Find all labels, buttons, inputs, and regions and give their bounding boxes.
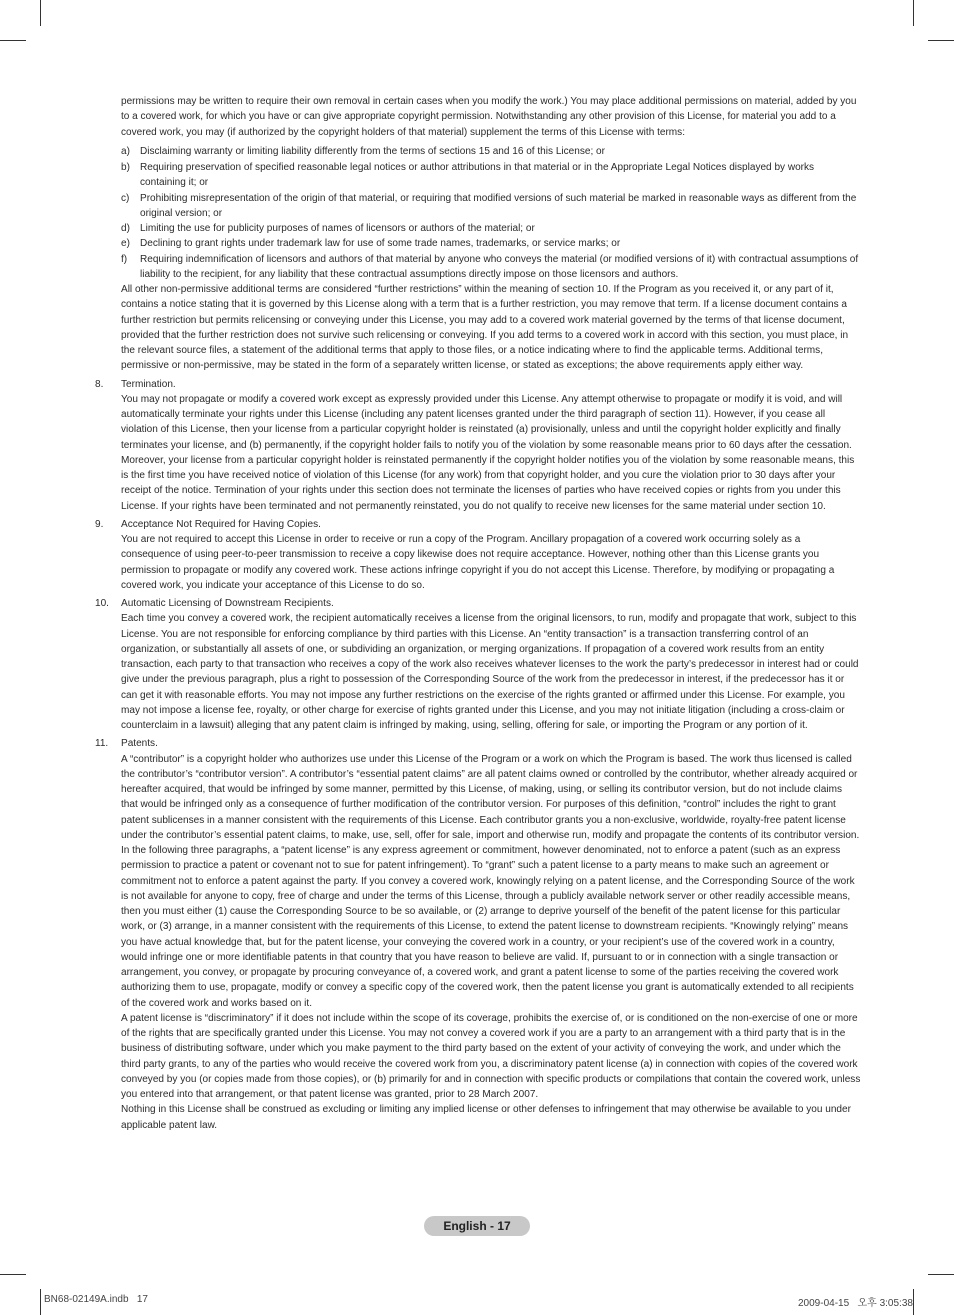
crop-mark [913,0,914,26]
list-item-text: Disclaiming warranty or limiting liability differently from the terms of sections 15 and 16 of this License; or [140,145,605,157]
section-number: 8. [95,378,104,390]
section-paragraph: A “contributor” is a copyright holder who authorizes use under this License of the Program or a work on which the Program is based. The work thus licensed is called the contributor’s “contributor version”. A contributor’s “essential patent claims” are all patent claims owned or controlled by the contributor, whether already acquired or hereafter acquired, that would be infringed by some manner, permitted by this License, of making, using, or selling its contributor version, but do not include claims that would be infringed only as a consequence of further modification of the contributor version. For purposes of this definition, “control” includes the right to grant patent sublicenses in a manner consistent with the requirements of this License. Each contributor grants you a non-exclusive, worldwide, royalty-free patent license under the contributor’s essential patent claims, to make, use, sell, offer for sale, import and otherwise run, modify and propagate the contents of its contributor version. In the following three paragraphs, a “patent license” is any express agreement or commitment, however denominated, not to enforce a patent (such as an express permission to practice a patent or covenant not to sue for patent infringement). To “grant” such a patent license to a party means to make such an agreement or commitment not to enforce a patent against the party. If you convey a covered work, knowingly relying on a patent license, and the Corresponding Source of the work is not available for anyone to copy, free of charge and under the terms of this License, through a publicly available network server or other readily accessible means, then you must either (1) cause the Corresponding Source to be so available, or (2) arrange to deprive yourself of the benefit of the patent license for this particular work, or (3) arrange, in a manner consistent with the requirements of this License, to extend the patent license to downstream recipients. “Knowingly relying” means you have actual knowledge that, but for the patent license, your conveying the covered work in a country, or your recipient’s use of the covered work in a country, would infringe one or more identifiable patents in that country that you have reason to believe are valid. If, pursuant to or in connection with a single transaction or arrangement, you convey, or propagate by procuring conveyance of, a covered work, and grant a patent license to some of the parties receiving the covered work authorizing them to use, propagate, modify or convey a specific copy of the covered work, then the patent license you grant is automatically extended to all recipients of the covered work and works based on it. [121,753,860,1009]
additional-terms-list [95,144,861,282]
list-marker: d) [121,223,130,234]
crop-mark [40,0,41,26]
list-item [121,144,861,159]
crop-mark [0,40,26,41]
list-item-text: Requiring preservation of specified reasonable legal notices or author attributions in that material or in the Appropriate Legal Notices displayed by works containing it; or [140,162,815,189]
list-item [121,236,861,251]
list-marker: e) [121,238,130,250]
section-paragraph: You are not required to accept this License in order to receive or run a copy of the Program. Ancillary propagation of a covered work occurring solely as a consequence of using peer-to-peer transmission to receive a copy likewise does not require acceptance. However, nothing other than this License grants you permission to propagate or modify any covered work. These actions infringe copyright if you do not accept this License. Therefore, by modifying or propagating a covered work, you indicate your acceptance of this License to do so. [121,534,835,591]
list-item [121,221,861,236]
section-title: Termination. [121,378,176,390]
crop-mark [40,1289,41,1315]
section-title: Patents. [121,738,158,750]
footer-timestamp: 2009-04-15 오후 3:05:38 [798,1298,913,1309]
further-restrictions-paragraph: All other non-permissive additional terms are considered “further restrictions” within the meaning of section 10. If the Program as you received it, or any part of it, contains a notice stating that it is governed by this License along with a term that is a further restriction, you may remove that term. If a license document contains a further restriction but permits relicensing or conveying under this License, you may add to a covered work material governed by the terms of that license document, provided that the further restriction does not survive such relicensing or conveying. If you add terms to a covered work in accord with this section, you must place, in the relevant source files, a statement of the additional terms that apply to those files, or a notice indicating where to find the applicable terms. Additional terms, permissive or non-permissive, may be stated in the form of a separately written license, or stated as exceptions; the above requirements apply either way. [121,284,849,372]
list-item [121,191,861,222]
section-number: 11. [95,738,109,750]
list-marker: b) [121,162,130,173]
section-paragraph: You may not propagate or modify a covered work except as expressly provided under this License. Any attempt otherwise to propagate or modify it is void, and will automatically terminate your rights under this License (including any patent licenses granted under the third paragraph of section 11). However, if you cease all violation of this License, then your license from a particular copyright holder is reinstated (a) provisionally, unless and until the copyright holder explicitly and finally terminates your license, and (b) permanently, if the copyright holder fails to notify you of the violation by some reasonable means prior to 60 days after the cessation. Moreover, your license from a particular copyright holder is reinstated permanently if the copyright holder notifies you of the violation by some reasonable means, this is the first time you have received notice of violation of this License (for any work) from that copyright holder, and you cure the violation prior to 30 days after your receipt of the notice. Termination of your rights under this section does not terminate the licenses of parties who have received copies or rights from you under this License. If your rights have been terminated and not permanently reinstated, you do not qualify to receive new licenses for the same material under section 10. [121,393,855,512]
list-item-text: Requiring indemnification of licensors and authors of that material by anyone who conveys the material (or modified versions of it) with contractual assumptions of liability to the recipient, for any liability that these contractual assumptions directly impose on those licensors and authors. [140,253,859,280]
list-marker: f) [121,253,128,265]
section-paragraph: Each time you convey a covered work, the recipient automatically receives a license from the original licensors, to run, modify and propagate that work, subject to this License. You are not responsible for enforcing compliance by third parties with this License. An “entity transaction” is a transaction transferring control of an organization, or substantially all assets of one, or subdividing an organization, or merging organizations. If propagation of a covered work results from an entity transaction, each party to that transaction who receives a copy of the work also receives whatever licenses to the work the party’s predecessor in interest had or could give under the previous paragraph, plus a right to possession of the Corresponding Source of the work from the predecessor in interest, if the predecessor has it or can get it with reasonable efforts. You may not impose any further restrictions on the exercise of the rights granted or affirmed under this License. For example, you may not impose a license fee, royalty, or other charge for exercise of rights granted under this License, and you may not initiate litigation (including a cross-claim or counterclaim in a lawsuit) alleging that any patent claim is infringed by making, using, selling, offering for sale, or importing the Program or any portion of it. [121,613,859,731]
list-item [121,160,861,191]
license-text [95,94,861,1133]
section-title: Automatic Licensing of Downstream Recipients. [121,598,334,609]
section-title: Acceptance Not Required for Having Copies. [121,518,321,530]
section-11 [95,736,861,1133]
section-8 [95,377,861,514]
list-item [121,252,861,283]
section-10 [95,596,861,733]
page-number-badge: English - 17 [424,1216,530,1236]
crop-mark [913,1289,914,1315]
footer-file-label: BN68-02149A.indb 17 [44,1294,148,1305]
list-item-text: Prohibiting misrepresentation of the origin of that material, or requiring that modified versions of such material be marked in reasonable ways as different from the original version; or [140,192,857,219]
section-9 [95,517,861,593]
section-number: 9. [95,518,104,530]
list-item-text: Declining to grant rights under trademark law for use of some trade names, trademarks, or service marks; or [140,238,621,250]
section-paragraph: A patent license is “discriminatory” if it does not include within the scope of its coverage, prohibits the exercise of, or is conditioned on the non-exercise of one or more of the rights that are specifically granted under this License. You may not convey a covered work if you are a party to an arrangement with a third party that is in the business of distributing software, under which you make payment to the third party based on the extent of your activity of conveying the work, and under which the third party grants, to any of the parties who would receive the covered work from you, a discriminatory patent license (a) in connection with copies of the covered work conveyed by you (or copies made from those copies), or (b) primarily for and in connection with specific products or compilations that contain the covered work, unless you entered into that arrangement, or that patent license was granted, prior to 28 March 2007. [121,1012,861,1100]
list-marker: c) [121,192,130,204]
list-item-text: Limiting the use for publicity purposes of names of licensors or authors of the material; or [140,223,535,234]
intro-paragraph: permissions may be written to require their own removal in certain cases when you modify the work.) You may place additional permissions on material, added by you to a covered work, for which you have or can give appropriate copyright permission. Notwithstanding any other provision of this License, for material you add to a covered work, you may (if authorized by the copyright holders of that material) supplement the terms of this License with terms: [121,96,857,138]
section-paragraph: Nothing in this License shall be construed as excluding or limiting any implied license or other defenses to infringement that may otherwise be available to you under applicable patent law. [121,1104,851,1131]
list-marker: a) [121,145,130,157]
crop-mark [928,1274,954,1275]
section-number: 10. [95,598,109,609]
crop-mark [928,40,954,41]
crop-mark [0,1274,26,1275]
